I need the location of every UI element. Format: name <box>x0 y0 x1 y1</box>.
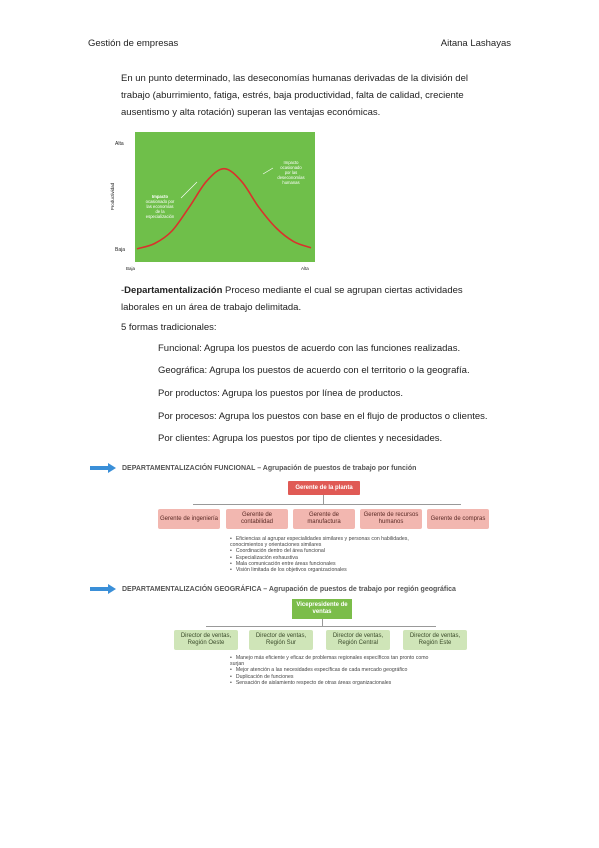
connector <box>206 626 436 627</box>
forms-title: 5 formas tradicionales: <box>121 322 217 333</box>
geographic-box: Director de ventas, Región Este <box>403 630 467 650</box>
form-item: Por clientes: Agrupa los puestos por tipo de clientes y necesidades. <box>158 433 443 444</box>
intro-paragraph <box>121 70 521 121</box>
dept-term: Departamentalización <box>124 285 223 296</box>
dept-def-1: Proceso mediante el cual se agrupan ciertas actividades <box>222 285 463 296</box>
bullet-item: • Duplicación de funciones <box>230 674 440 680</box>
geographic-bullets <box>230 655 440 686</box>
right-note <box>269 160 313 185</box>
functional-box: Gerente de compras <box>427 509 489 529</box>
functional-box: Gerente de contabilidad <box>226 509 288 529</box>
intro-line: En un punto determinado, las deseconomías humanas derivadas de la división del <box>121 73 468 84</box>
bullet-item: • Mejor atención a las necesidades específicas de cada mercado geográfico <box>230 667 440 673</box>
connector <box>193 504 461 505</box>
form-item: Por productos: Agrupa los puestos por línea de productos. <box>158 388 404 399</box>
left-note-line: de la <box>155 209 165 214</box>
dept-def-2: laborales en un área de trabajo delimitada. <box>121 302 302 313</box>
right-note-line: Impacto <box>283 160 299 165</box>
header-course: Gestión de empresas <box>88 38 179 49</box>
bullet-item: • Coordinación dentro del área funcional <box>230 548 430 554</box>
arrow-icon <box>90 463 116 473</box>
connector <box>323 495 324 504</box>
x-right-label: Alta <box>301 266 309 271</box>
bullet-item: • Visión limitada de los objetivos organizacionales <box>230 567 430 573</box>
left-note-line: especialización <box>145 214 175 219</box>
left-note-line: ocasionado por <box>145 199 175 204</box>
functional-title: DEPARTAMENTALIZACIÓN FUNCIONAL – Agrupación de puestos de trabajo por función <box>122 465 417 472</box>
right-note-line: por las <box>284 170 298 175</box>
geographic-box: Director de ventas, Región Central <box>326 630 390 650</box>
left-note-line: las economías <box>146 204 174 209</box>
right-note-line: deseconomías <box>277 175 305 180</box>
x-left-label: Baja <box>126 266 136 271</box>
header-author: Aitana Lashayas <box>440 38 511 49</box>
right-note-line: ocasionado <box>280 165 302 170</box>
functional-top-box: Gerente de la planta <box>288 481 360 495</box>
left-note-line: Impacto <box>151 194 169 199</box>
y-bottom-label: Baja <box>115 247 126 253</box>
right-note-line: humanas <box>282 180 300 185</box>
functional-bullets <box>230 536 430 573</box>
bullet-item: • Sensación de aislamiento respecto de otras áreas organizacionales <box>230 680 440 686</box>
form-item: Geográfica: Agrupa los puestos de acuerdo con el territorio o la geografía. <box>158 365 470 376</box>
functional-box: Gerente de recursos humanos <box>360 509 422 529</box>
y-axis-label: Productividad <box>110 182 116 211</box>
geographic-title: DEPARTAMENTALIZACIÓN GEOGRÁFICA – Agrupación de puestos de trabajo por región geográfica <box>122 586 456 593</box>
geographic-box: Director de ventas, Región Oeste <box>174 630 238 650</box>
productivity-chart <box>110 132 318 275</box>
geographic-top-box: Vicepresidente de ventas <box>292 599 352 619</box>
left-note <box>135 194 185 219</box>
dept-line-1: -Departamentalización Proceso mediante el cual se agrupan ciertas actividades <box>121 285 463 296</box>
y-top-label: Alta <box>115 141 124 147</box>
bullet-item: • Eficiencias al agrupar especialidades similares y personas con habilidades, conocimientos y orientaciones similares <box>230 536 430 548</box>
geographic-box: Director de ventas, Región Sur <box>249 630 313 650</box>
bullet-item: • Especialización exhaustiva <box>230 555 430 561</box>
bullet-item: • Mala comunicación entre áreas funcionales <box>230 561 430 567</box>
functional-box: Gerente de ingeniería <box>158 509 220 529</box>
dept-definition <box>121 282 521 316</box>
functional-box: Gerente de manufactura <box>293 509 355 529</box>
arrow-icon <box>90 584 116 594</box>
intro-line: trabajo (aburrimiento, fatiga, estrés, baja productividad, falta de calidad, creciente <box>121 90 464 101</box>
connector <box>322 619 323 626</box>
bullet-item: • Manejo más eficiente y eficaz de problemas regionales específicos tan pronto como surjan <box>230 655 440 667</box>
form-item: Por procesos: Agrupa los puestos con base en el flujo de productos o clientes. <box>158 411 488 422</box>
form-item: Funcional: Agrupa los puestos de acuerdo con las funciones realizadas. <box>158 343 461 354</box>
intro-line: ausentismo y alta rotación) superan las ventajas económicas. <box>121 107 381 118</box>
